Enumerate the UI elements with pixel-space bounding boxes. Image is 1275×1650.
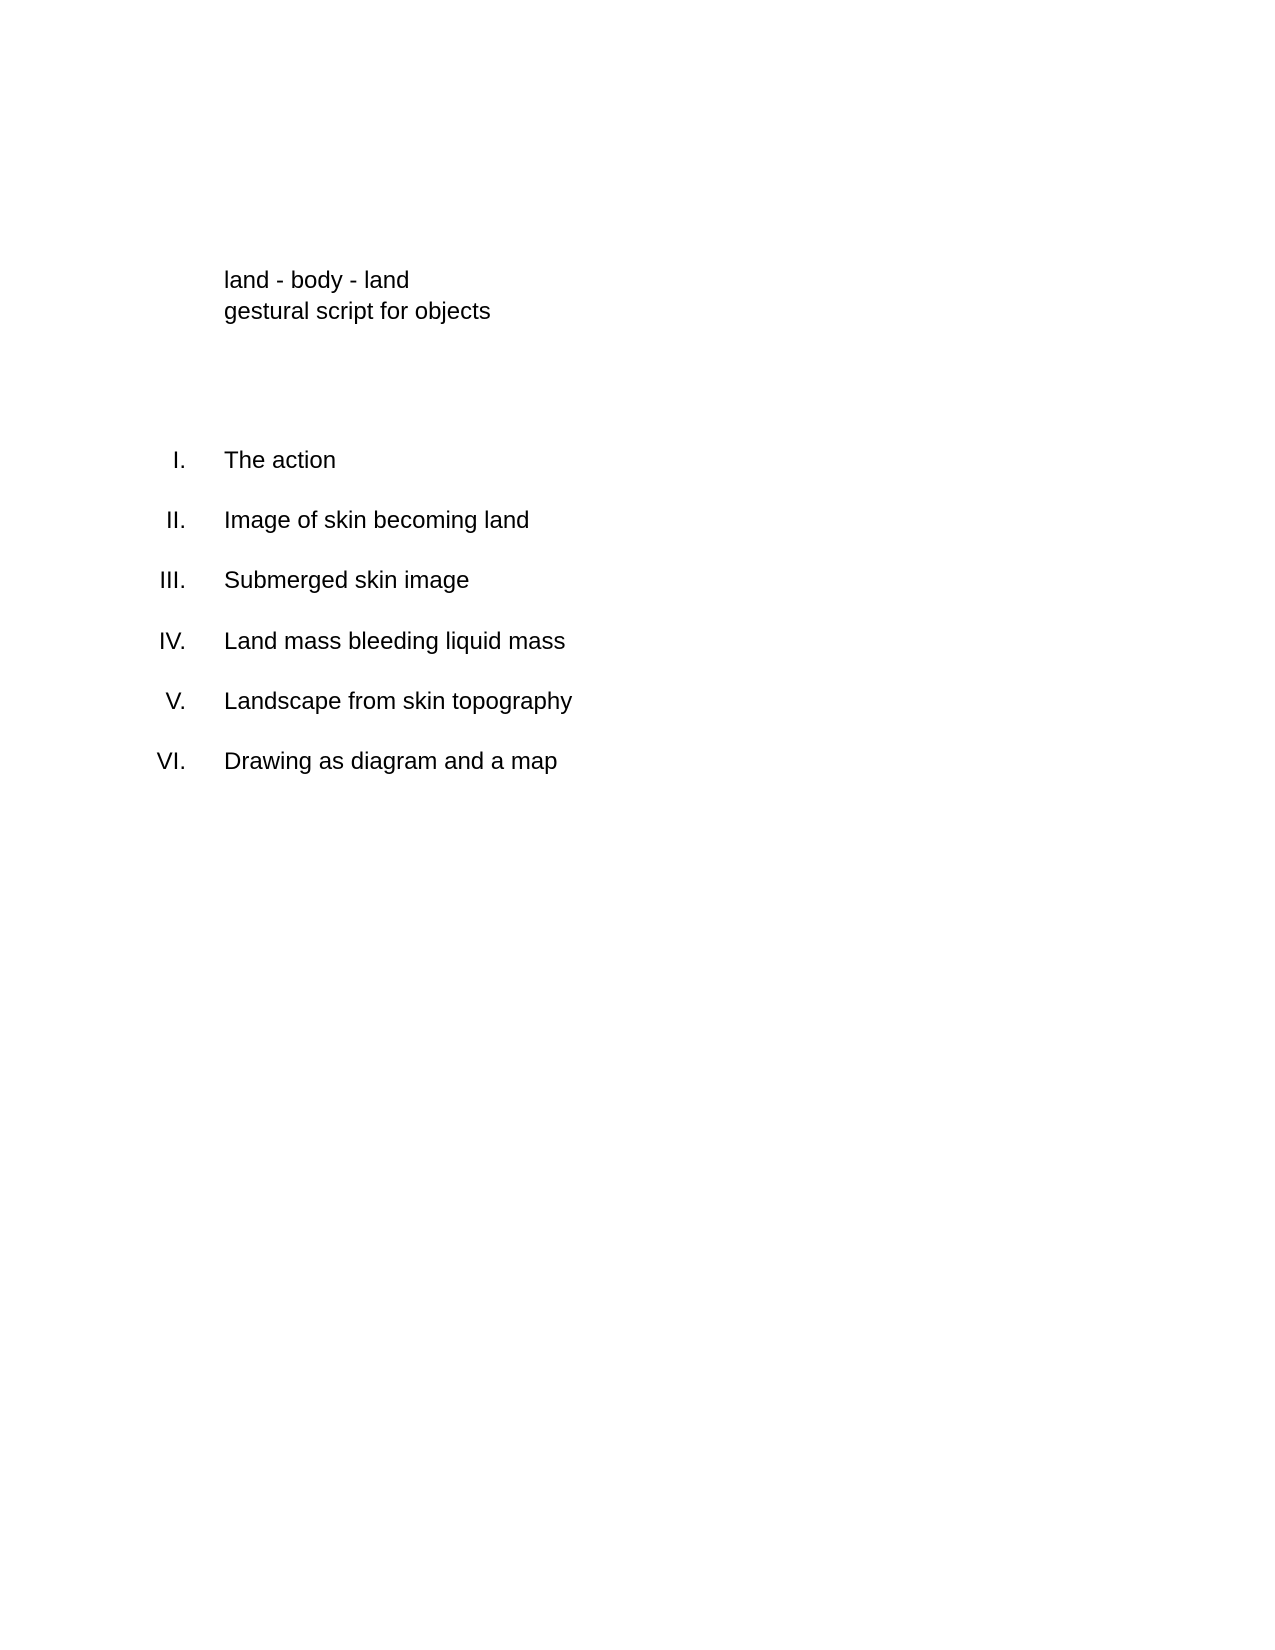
outline-item-text: Land mass bleeding liquid mass (224, 627, 566, 655)
outline-numeral: IV. (158, 627, 186, 655)
outline-item (0, 688, 700, 748)
outline-list (0, 447, 700, 808)
outline-item-text: Drawing as diagram and a map (224, 747, 558, 775)
outline-item-text: Submerged skin image (224, 567, 470, 595)
outline-item (0, 567, 700, 627)
document-title (224, 265, 491, 327)
outline-item-text: The action (224, 447, 337, 474)
outline-item (0, 507, 700, 567)
outline-item (0, 748, 700, 808)
outline-numeral: V. (165, 687, 186, 715)
outline-item-text: Landscape from skin topography (224, 687, 573, 715)
outline-numeral: I. (172, 447, 186, 474)
outline-item (0, 628, 700, 688)
outline-numeral: VI. (156, 747, 186, 775)
outline-item (0, 447, 700, 507)
outline-numeral: II. (165, 507, 186, 535)
title-line-2: gestural script for objects (224, 298, 491, 325)
outline-item-text: Image of skin becoming land (224, 507, 530, 535)
title-line-1: land - body - land (224, 267, 410, 294)
outline-numeral: III. (159, 567, 186, 595)
